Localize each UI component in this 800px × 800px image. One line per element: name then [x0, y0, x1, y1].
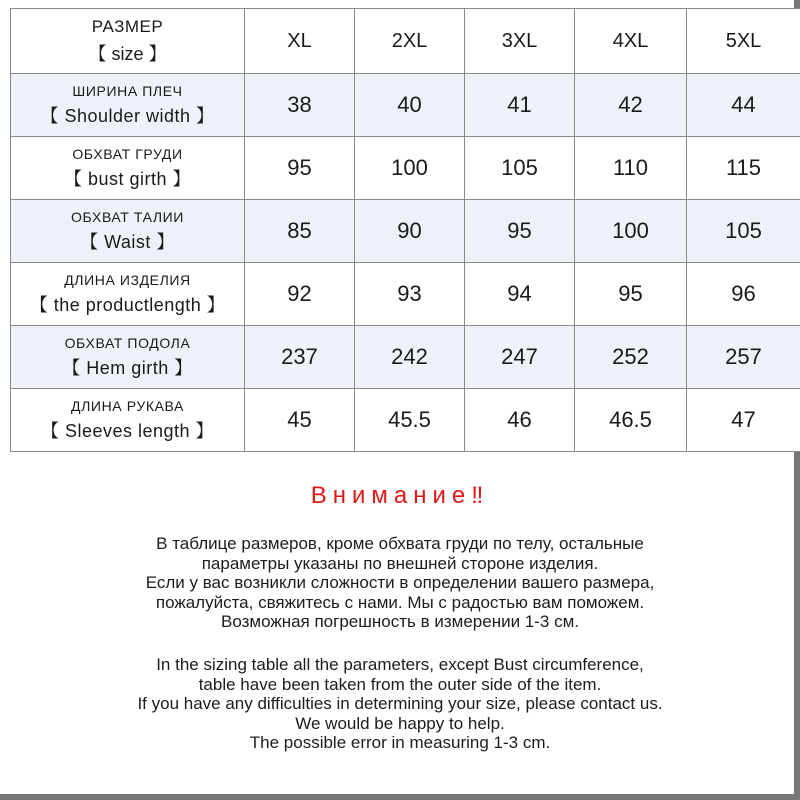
- header-label-en: 【 size 】: [88, 44, 167, 64]
- value-cell: 257: [687, 326, 800, 389]
- value-cell: 96: [687, 263, 800, 326]
- value-cell: 110: [575, 137, 687, 200]
- row-label-ru: ОБХВАТ ГРУДИ: [72, 146, 183, 162]
- value-cell: 93: [355, 263, 465, 326]
- value-cell: 94: [465, 263, 575, 326]
- notice-en-line: The possible error in measuring 1-3 cm.: [249, 733, 551, 753]
- row-label-cell: [11, 200, 245, 263]
- notice-ru-line: пожалуйста, свяжитесь с нами. Мы с радостью вам поможем.: [155, 592, 645, 612]
- value-cell: 85: [245, 200, 355, 263]
- row-label-en: 【 Sleeves length 】: [40, 421, 215, 441]
- size-header-3xl: 3XL: [465, 9, 575, 74]
- size-header-2xl: 2XL: [355, 9, 465, 74]
- value-cell: 105: [465, 137, 575, 200]
- row-label-en: 【 Hem girth 】: [62, 358, 193, 378]
- row-label-en: 【 the productlength 】: [29, 295, 226, 315]
- table-row-hem-girth: [11, 326, 800, 389]
- value-cell: 95: [575, 263, 687, 326]
- header-label-ru: РАЗМЕР: [91, 17, 164, 36]
- row-label-cell: [11, 326, 245, 389]
- table-row-bust-girth: [11, 137, 800, 200]
- value-cell: 92: [245, 263, 355, 326]
- value-cell: 44: [687, 74, 800, 137]
- notice-en-line: table have been taken from the outer side of the item.: [198, 674, 602, 694]
- size-chart-table: [10, 8, 800, 452]
- value-cell: 46.5: [575, 389, 687, 452]
- row-label-ru: ДЛИНА РУКАВА: [71, 398, 184, 414]
- row-label-cell: [11, 389, 245, 452]
- notice-ru-line: Если у вас возникли сложности в определении вашего размера,: [145, 573, 655, 593]
- table-row-shoulder-width: [11, 74, 800, 137]
- value-cell: 237: [245, 326, 355, 389]
- notice-ru-line: Возможная погрешность в измерении 1-3 см.: [220, 612, 579, 632]
- row-label-ru: ШИРИНА ПЛЕЧ: [72, 83, 183, 99]
- header-label-cell: [11, 9, 245, 74]
- value-cell: 45: [245, 389, 355, 452]
- size-header-4xl: 4XL: [575, 9, 687, 74]
- value-cell: 242: [355, 326, 465, 389]
- row-label-ru: ОБХВАТ ТАЛИИ: [71, 209, 184, 225]
- notice-text-ru: [0, 534, 800, 632]
- size-header-xl: XL: [245, 9, 355, 74]
- row-label-en: 【 Waist 】: [80, 232, 175, 252]
- value-cell: 46: [465, 389, 575, 452]
- notice-ru-line: В таблице размеров, кроме обхвата груди по телу, остальные: [156, 534, 644, 553]
- value-cell: 95: [245, 137, 355, 200]
- table-row-sleeves-length: [11, 389, 800, 452]
- value-cell: 100: [355, 137, 465, 200]
- value-cell: 100: [575, 200, 687, 263]
- value-cell: 38: [245, 74, 355, 137]
- value-cell: 95: [465, 200, 575, 263]
- value-cell: 40: [355, 74, 465, 137]
- row-label-cell: [11, 74, 245, 137]
- value-cell: 252: [575, 326, 687, 389]
- row-label-en: 【 Shoulder width 】: [40, 106, 215, 126]
- notice-en-line: In the sizing table all the parameters, except Bust circumference,: [156, 655, 644, 674]
- notice-en-line: We would be happy to help.: [295, 713, 505, 733]
- row-label-ru: ДЛИНА ИЗДЕЛИЯ: [64, 272, 191, 288]
- value-cell: 47: [687, 389, 800, 452]
- row-label-cell: [11, 137, 245, 200]
- value-cell: 247: [465, 326, 575, 389]
- table-row-waist: [11, 200, 800, 263]
- notice-text-en: [0, 655, 800, 753]
- value-cell: 45.5: [355, 389, 465, 452]
- notice-ru-line: параметры указаны по внешней стороне изделия.: [201, 553, 599, 573]
- row-label-en: 【 bust girth 】: [63, 169, 192, 189]
- value-cell: 90: [355, 200, 465, 263]
- notice-en-line: If you have any difficulties in determining your size, please contact us.: [137, 694, 663, 714]
- value-cell: 115: [687, 137, 800, 200]
- table-row-product-length: [11, 263, 800, 326]
- value-cell: 105: [687, 200, 800, 263]
- row-label-ru: ОБХВАТ ПОДОЛА: [64, 335, 191, 351]
- value-cell: 42: [575, 74, 687, 137]
- value-cell: 41: [465, 74, 575, 137]
- table-header-row: [11, 9, 800, 74]
- row-label-cell: [11, 263, 245, 326]
- notice-title: Внимание‼: [310, 482, 490, 509]
- size-header-5xl: 5XL: [687, 9, 800, 74]
